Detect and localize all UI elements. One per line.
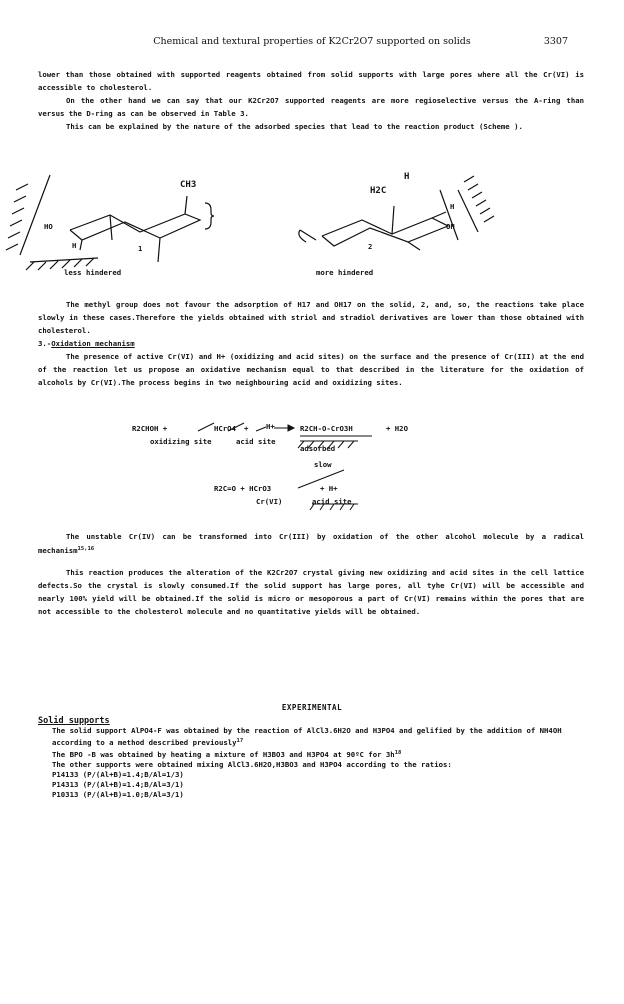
label-acid-site-2: acid site: [312, 497, 352, 506]
reactant-hcro4: HCrO4: [214, 424, 236, 433]
product-water: + H2O: [386, 424, 408, 433]
paragraph-crystal-alteration: This reaction produces the alteration of the K2Cr2O7 crystal giving new oxidizing and acid sites in the cell lattice defects.So the crystal is slowly consumed.If the solid support has large pores, all tyhe Cr(VI) will be accessible and nearly 100% yield will be obtained.If the solid is micro or mesoporous a part of Cr(VI) remains within the pores that are not accessible to the cholesterol molecule and no quantitative yields will be obtained.: [38, 568, 584, 616]
section-title: Oxidation mechanism: [51, 339, 135, 348]
label-h-left: H: [72, 241, 77, 250]
running-title: Chemical and textural properties of K2Cr2O7 supported on solids: [153, 36, 471, 47]
paragraph-regioselective: On the other hand we can say that our K2Cr2O7 supported reagents are more regioselective versus the A-ring than versus the D-ring as can be observed in Table 3.: [38, 96, 584, 118]
label-oh: OH: [446, 222, 455, 231]
paragraph-methyl-group: The methyl group does not favour the adsorption of H17 and OH17 on the solid, 2, and, so, the reactions take place slowly in these cases.Therefore the yields obtained with striol and stradiol derivatives are lower than those obtained with cholesterol.: [38, 300, 584, 335]
paragraph-pores: lower than those obtained with supported reagents obtained from solid supports with large pores where all the Cr(VI) is accessible to cholesterol.: [38, 70, 584, 92]
ratio-p10313: P10313 (P/(Al+B)=1.0;B/Al=3/1): [52, 790, 184, 799]
product-chromate-ester: R2CH-O-CrO3H: [300, 424, 353, 433]
label-compound-2: 2: [368, 242, 373, 251]
experimental-section: [38, 716, 586, 800]
label-compound-1: 1: [138, 244, 143, 253]
reactant-hplus: H+: [266, 422, 275, 431]
label-h-right: H: [450, 202, 455, 211]
label-cr-vi: Cr(VI): [256, 497, 283, 506]
label-ho: HO: [44, 222, 53, 231]
solid-supports-heading: Solid supports: [38, 716, 110, 726]
support-bpo-description: The BPO -B was obtained by heating a mixture of H3BO3 and H3PO4 at 90ºC for $3h^{18}$: [52, 750, 402, 759]
label-oxidizing-site: oxidizing site: [150, 437, 212, 446]
label-h-top: H: [404, 172, 410, 182]
support-alpo4-description: The solid support AlPO4-F was obtained by the reaction of AlCl3.6H2O and H3PO4 and gelified by the addition of NH4OH according to a method described previously$^{17}$: [52, 726, 562, 747]
label-adsorbed: adsorbed: [300, 444, 336, 453]
reference-17: 17: [236, 738, 244, 744]
paragraph-unstable-criv: The unstable Cr(IV) can be transformed into Cr(III) by oxidation of the other alcohol molecule by a radical mechanism$^{15,16}$: [38, 532, 584, 555]
ratio-p14133: P14133 (P/(Al+B)=1.4;B/Al=1/3): [52, 770, 184, 779]
paragraph-presence-active: The presence of active Cr(VI) and H+ (oxidizing and acid sites) on the surface and the presence of Cr(III) at the end of the reaction let us propose an oxidative mechanism equal to that described in the literature for the oxidation of alcohols by Cr(VI).The process begins in two neighbouring acid and oxidizing sites.: [38, 352, 584, 387]
label-ch3: CH3: [180, 180, 197, 190]
page-number: 3307: [543, 36, 568, 47]
label-acid-site: acid site: [236, 437, 276, 446]
ratio-p14313: P14313 (P/(Al+B)=1.4;B/Al=3/1): [52, 780, 184, 789]
experimental-heading: EXPERIMENTAL: [281, 703, 343, 712]
label-slow: slow: [314, 460, 332, 469]
reactant-alcohol: R2CHOH +: [132, 424, 168, 433]
product-hplus: + H+: [320, 484, 338, 493]
product-ketone: R2C=O + HCrO3: [214, 484, 272, 493]
label-more-hindered: more hindered: [316, 268, 374, 277]
reference-18: 18: [394, 750, 402, 756]
label-h2c: H2C: [370, 186, 387, 196]
section-number: 3.-: [38, 339, 52, 348]
paragraph-adsorbed-species: This can be explained by the nature of the adsorbed species that lead to the reaction product (Scheme ).: [66, 122, 523, 131]
reference-15-16: 15,16: [77, 546, 95, 552]
label-less-hindered: less hindered: [64, 268, 122, 277]
reaction-plus: +: [244, 424, 249, 433]
support-others-description: The other supports were obtained mixing AlCl3.6H2O,H3BO3 and H3PO4 according to the ratios:: [52, 760, 452, 769]
